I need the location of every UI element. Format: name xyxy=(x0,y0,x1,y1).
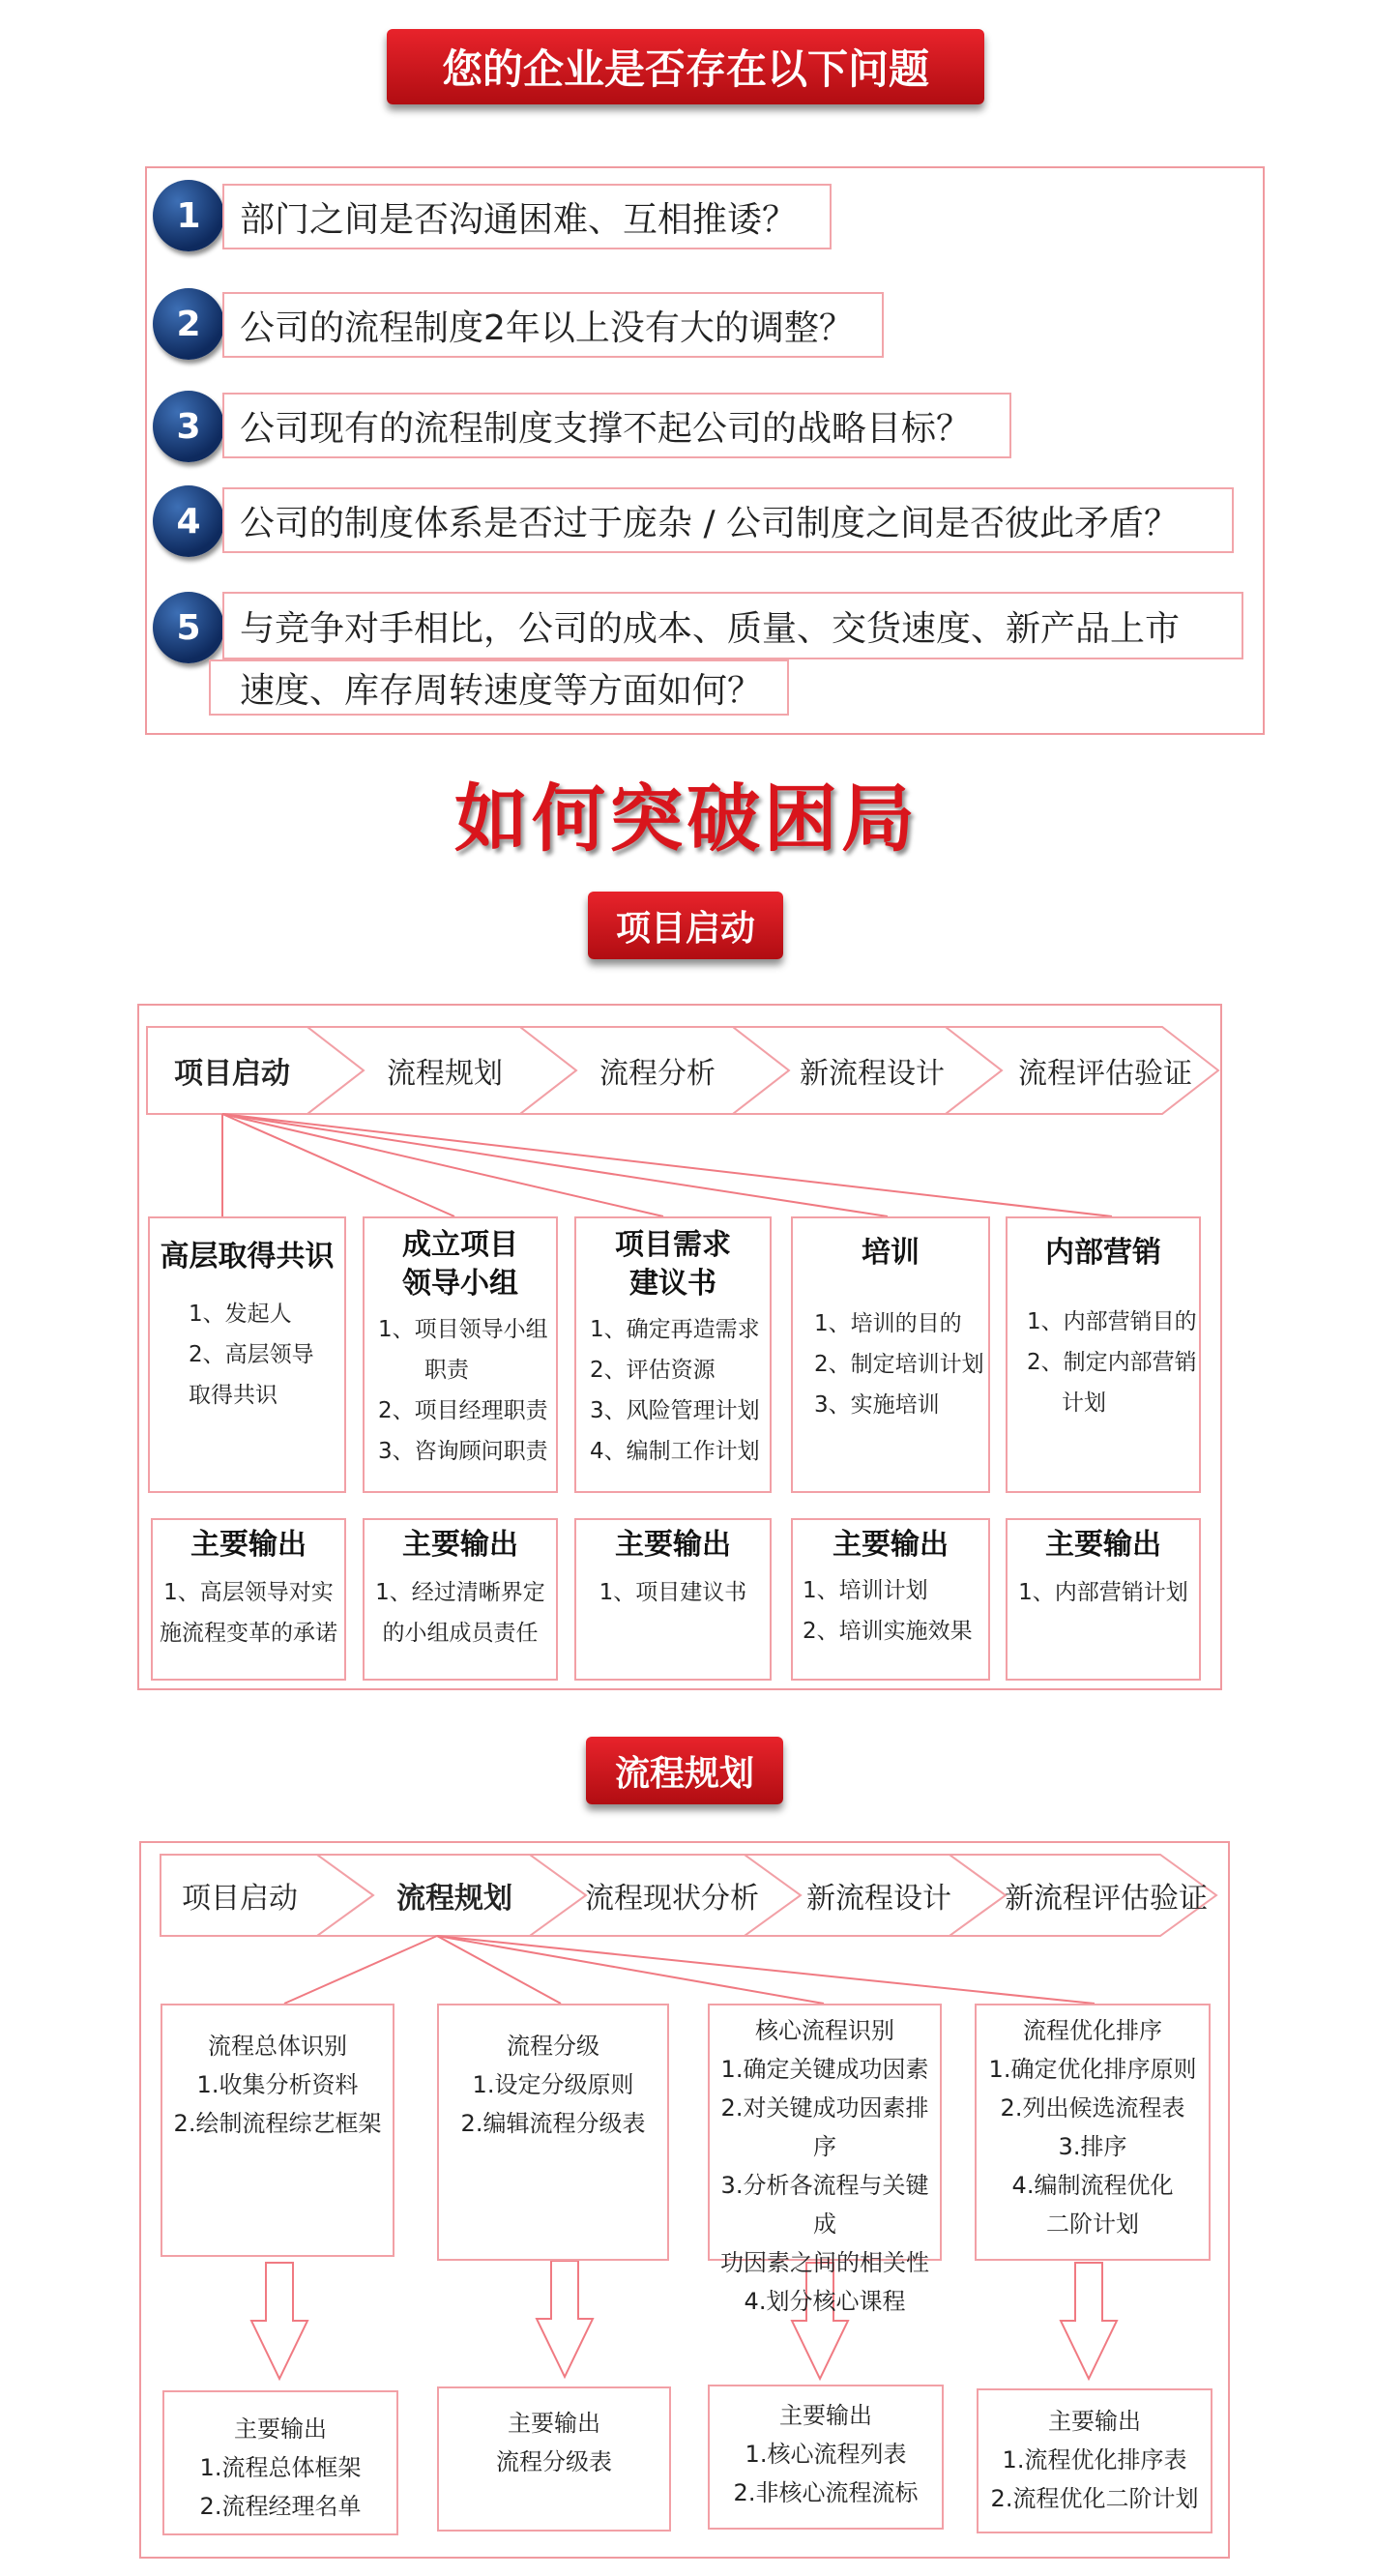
question-5-line-1: 与竞争对手相比，公司的成本、质量、交货速度、新产品上市 xyxy=(222,592,1243,659)
section1-output-requirements: 主要输出 1、项目建议书 xyxy=(574,1518,772,1681)
section1-phase-process-evaluation: 流程评估验证 xyxy=(1018,1057,1192,1091)
question-5-line-2: 速度、库存周转速度等方面如何？ xyxy=(209,659,789,716)
breakthrough-title: 如何突破困局 xyxy=(454,776,919,862)
section2-box-core-process: 核心流程识别 1.确定关键成功因素 2.对关键成功因素排序 3.分析各流程与关键成 功因素之间的相关性 4.划分核心课程 xyxy=(708,2004,942,2261)
number-badge-5: 5 xyxy=(153,592,224,663)
section1-phase-process-analysis: 流程分析 xyxy=(599,1057,716,1091)
section1-output-consensus: 主要输出 1、高层领导对实 施流程变革的承诺 xyxy=(151,1518,346,1681)
section1-output-training: 主要输出 1、培训计划 2、培训实施效果 xyxy=(791,1518,990,1681)
question-1: 部门之间是否沟通困难、互相推诿？ xyxy=(222,184,832,249)
section1-box-leadership-team: 成立项目 领导小组 1、项目领导小组 职责 2、项目经理职责 3、咨询顾问职责 xyxy=(363,1216,558,1493)
question-4: 公司的制度体系是否过于庞杂 / 公司制度之间是否彼此矛盾？ xyxy=(222,487,1234,553)
section2-phase-project-start: 项目启动 xyxy=(182,1882,298,1916)
section2-phase-process-planning: 流程规划 xyxy=(396,1882,512,1916)
number-badge-1: 1 xyxy=(153,180,224,251)
section2-phase-new-process-design: 新流程设计 xyxy=(806,1882,951,1916)
question-3: 公司现有的流程制度支撑不起公司的战略目标？ xyxy=(222,393,1011,458)
number-badge-4: 4 xyxy=(153,485,224,557)
section1-output-internal-marketing: 主要输出 1、内部营销计划 xyxy=(1006,1518,1201,1681)
number-badge-3: 3 xyxy=(153,391,224,462)
section1-phase-new-process-design: 新流程设计 xyxy=(800,1057,945,1091)
section2-output-process-grading: 主要输出 流程分级表 xyxy=(437,2386,671,2532)
section1-phase-project-start: 项目启动 xyxy=(174,1057,290,1091)
section2-banner: 流程规划 xyxy=(586,1737,783,1804)
section2-output-core-process: 主要输出 1.核心流程列表 2.非核心流程流标 xyxy=(708,2385,944,2530)
section1-banner: 项目启动 xyxy=(588,892,783,959)
question-2: 公司的流程制度2年以上没有大的调整？ xyxy=(222,292,884,358)
section2-phase-new-process-evaluation: 新流程评估验证 xyxy=(1005,1882,1208,1916)
section1-output-leadership-team: 主要输出 1、经过清晰界定 的小组成员责任 xyxy=(363,1518,558,1681)
section2-box-optimization-order: 流程优化排序 1.确定优化排序原则 2.列出候选流程表 3.排序 4.编制流程优化 二阶计划 xyxy=(975,2004,1211,2261)
section1-box-internal-marketing: 内部营销 1、内部营销目的 2、制定内部营销 计划 xyxy=(1006,1216,1201,1493)
section1-box-requirements: 项目需求 建议书 1、确定再造需求 2、评估资源 3、风险管理计划 4、编制工作计划 xyxy=(574,1216,772,1493)
section2-phase-current-analysis: 流程现状分析 xyxy=(585,1882,759,1916)
section1-box-consensus: 高层取得共识 1、发起人 2、高层领导 取得共识 xyxy=(148,1216,346,1493)
header-banner-text: 您的企业是否存在以下问题 xyxy=(441,45,929,93)
section2-box-overall-identification: 流程总体识别 1.收集分析资料 2.绘制流程综艺框架 xyxy=(161,2004,394,2257)
section1-phase-process-planning: 流程规划 xyxy=(387,1057,503,1091)
number-badge-2: 2 xyxy=(153,288,224,360)
section2-output-overall-identification: 主要输出 1.流程总体框架 2.流程经理名单 xyxy=(162,2390,398,2535)
section2-output-optimization-order: 主要输出 1.流程优化排序表 2.流程优化二阶计划 xyxy=(977,2388,1212,2533)
section1-box-training: 培训 1、培训的目的 2、制定培训计划 3、实施培训 xyxy=(791,1216,990,1493)
section2-box-process-grading: 流程分级 1.设定分级原则 2.编辑流程分级表 xyxy=(437,2004,669,2261)
